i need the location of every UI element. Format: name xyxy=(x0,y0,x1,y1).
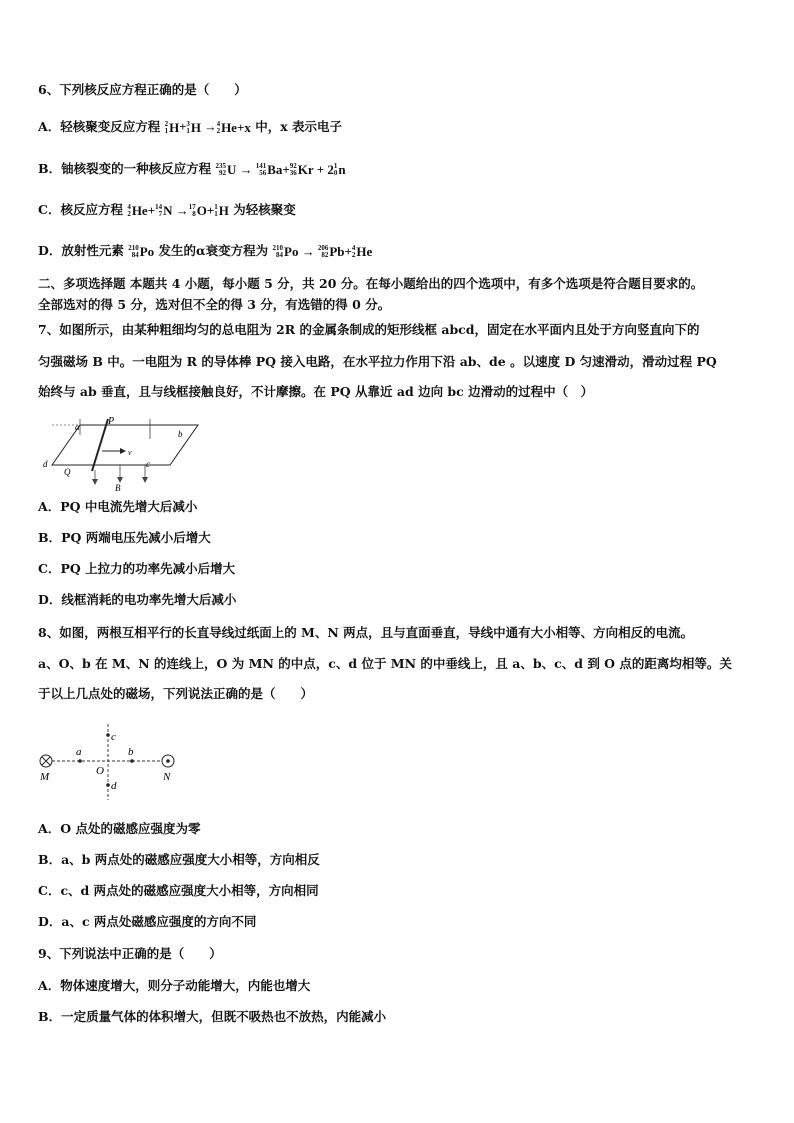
label-b: b xyxy=(178,429,183,439)
equation-a: 2 1 H+ 3 1 H → 4 2 He+x xyxy=(164,120,251,136)
label-c: c xyxy=(146,459,150,469)
q7-option-c: C．PQ 上拉力的功率先减小后增大 xyxy=(38,561,236,576)
q9-stem: 9、下列说法中正确的是（ ） xyxy=(38,946,222,961)
q7-option-d: D．线框消耗的电功率先增大后减小 xyxy=(38,592,237,607)
q8-option-d: D．a、c 两点处磁感应强度的方向不同 xyxy=(38,914,257,929)
equation-c: 4 2 He+ 14 7 N → 17 8 O+ 1 1 H xyxy=(127,203,229,219)
q8-figure xyxy=(36,718,186,806)
q6-stem: 6、下列核反应方程正确的是（ ） xyxy=(38,82,247,97)
q8-option-a: A．O 点处的磁感应强度为零 xyxy=(38,821,201,836)
label-a: a xyxy=(75,422,80,432)
q8-line1: 8、如图，两根互相平行的长直导线过纸面上的 M、N 两点，且与直面垂直，导线中通有大小相等、方向相反的电流。 xyxy=(38,625,694,640)
label-c: c xyxy=(111,731,116,743)
q7-figure xyxy=(40,415,200,493)
q6-option-c: C．核反应方程 4 2 He+ 14 7 N → 17 8 O+ 1 1 H 为轻核聚变 xyxy=(38,202,296,219)
section2-line2: 全部选对的得 5 分，选对但不全的得 3 分，有选错的得 0 分。 xyxy=(38,297,391,312)
q7-option-b: B．PQ 两端电压先减小后增大 xyxy=(38,530,211,545)
q6-option-b: B．铀核裂变的一种核反应方程 235 92 U → 141 56 Ba+ 92 36 Kr + 2 1 0 n xyxy=(38,161,346,178)
q6-option-a: A．轻核聚变反应方程 2 1 H+ 3 1 H → 4 2 He+x 中，x 表示电子 xyxy=(38,119,343,136)
q8-line3: 于以上几点处的磁场，下列说法正确的是（ ） xyxy=(38,686,314,701)
equation-d: 210 84 Po → 206 82 Pb+ 4 2 He xyxy=(272,244,373,260)
q8-option-c: C．c、d 两点处的磁感应强度大小相等，方向相同 xyxy=(38,883,319,898)
label-M: M xyxy=(40,771,50,783)
label-Q: Q xyxy=(64,467,71,477)
section2-line1: 二、多项选择题 本题共 4 小题，每小题 5 分，共 20 分。在每小题给出的四个选项中，有多个选项是符合题目要求的。 xyxy=(38,276,704,291)
po-symbol: 210 84 Po xyxy=(128,244,155,260)
q7-line2: 匀强磁场 B 中。一电阻为 R 的导体棒 PQ 接入电路，在水平拉力作用下沿 ab、de 。以速度 D 匀速滑动，滑动过程 PQ xyxy=(38,354,717,369)
q6-option-d: D．放射性元素 210 84 Po 发生的α衰变方程为 210 84 Po → 206 82 Pb+ 4 2 He xyxy=(38,243,373,260)
q7-line1: 7、如图所示，由某种粗细均匀的总电阻为 2R 的金属条制成的矩形线框 abcd，固定在水平面内且处于方向竖直向下的 xyxy=(38,322,700,337)
label-d: d xyxy=(111,780,117,792)
q8-option-b: B．a、b 两点处的磁感应强度大小相等，方向相反 xyxy=(38,852,320,867)
q9-option-b: B．一定质量气体的体积增大，但既不吸热也不放热，内能减小 xyxy=(38,1009,387,1024)
q7-option-a: A．PQ 中电流先增大后减小 xyxy=(38,499,198,514)
q7-line3: 始终与 ab 垂直，且与线框接触良好，不计摩擦。在 PQ 从靠近 ad 边向 bc 边滑动的过程中（ ） xyxy=(38,384,594,399)
label-B: B xyxy=(115,483,121,493)
label-P: P xyxy=(108,416,115,427)
q8-line2: a、O、b 在 M、N 的连线上，O 为 MN 的中点，c、d 位于 MN 的中垂线上，且 a、b、c、d 到 O 点的距离均相等。关 xyxy=(38,656,732,671)
label-v: v xyxy=(128,448,132,457)
q9-option-a: A．物体速度增大，则分子动能增大，内能也增大 xyxy=(38,978,311,993)
label-O: O xyxy=(96,765,104,777)
label-N: N xyxy=(163,771,171,783)
equation-b: 235 92 U → 141 56 Ba+ 92 36 Kr + 2 1 0 n xyxy=(215,162,346,178)
label-d: d xyxy=(43,459,48,469)
label-a: a xyxy=(76,746,82,758)
label-b: b xyxy=(128,746,134,758)
